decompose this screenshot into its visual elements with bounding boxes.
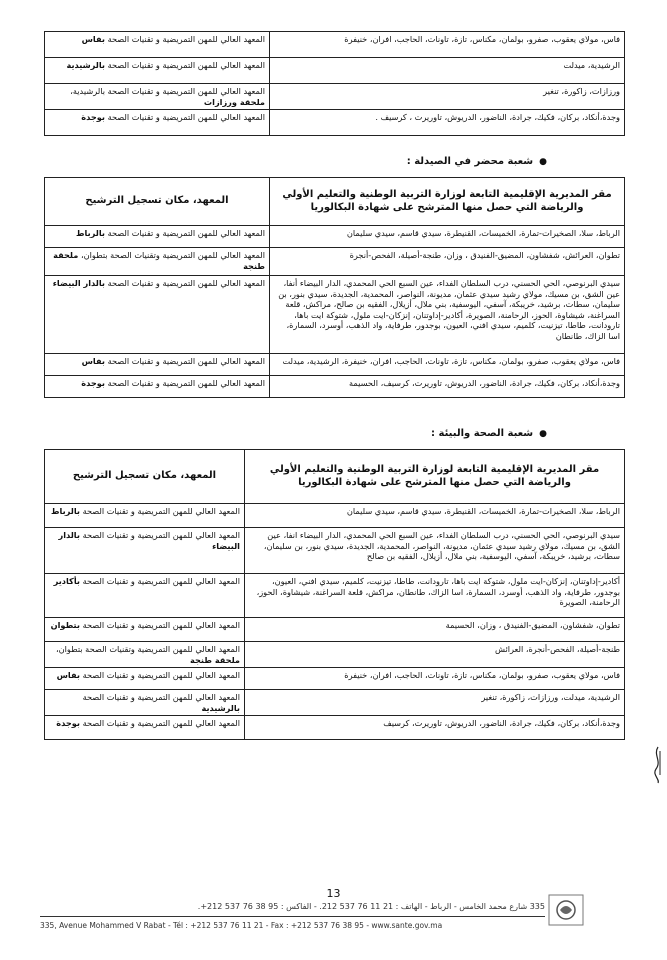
table-header-row (45, 450, 625, 504)
region-cell: فاس، مولاي يعقوب، صفرو، بولمان، مكناس، تازة، تاونات، الحاجب، افران، خنيفرة، الرشيدية، ميدلت (270, 354, 625, 376)
table-row (45, 690, 625, 716)
institute-cell: المعهد العالي للمهن التمريضية و تقنيات الصحة بوجدة (45, 376, 270, 398)
institute-cell: المعهد العالي للمهن التمريضية وتقنيات الصحة بتطوان، ملحقة طنجة (45, 642, 245, 668)
footer-arabic: 335 شارع محمد الخامس - الرباط - الهاتف : 21 11 76 537 212. - الفاكس : 95 38 76 537 212+. (197, 902, 545, 911)
header-institute: المعهد، مكان تسجيل الترشيح (45, 450, 245, 504)
institute-cell: المعهد العالي للمهن التمريضية و تقنيات الصحة بالرباط (45, 504, 245, 528)
table-row (45, 668, 625, 690)
institute-cell: المعهد العالي للمهن التمريضية و تقنيات الصحة بتطوان (45, 618, 245, 642)
footer-divider (40, 916, 545, 917)
table-row (45, 618, 625, 642)
institute-cell: المعهد العالي للمهن التمريضية و تقنيات الصحة بأكادير (45, 574, 245, 618)
table-row (45, 248, 625, 276)
table-row (45, 32, 625, 58)
region-cell: ورزازات، زاكورة، تنغير (270, 84, 625, 110)
region-cell: الرشيدية، ميدلت، ورزازات، زاكورة، تنغير (245, 690, 625, 716)
table-row (45, 58, 625, 84)
institute-cell: المعهد العالي للمهن التمريضية و تقنيات الصحة بالدار البيضاء (45, 276, 270, 354)
footer-french: 335, Avenue Mohammed V Rabat - Tél : +212 537 76 11 21 - Fax : +212 537 76 38 95 - www.sante.gov.ma (40, 921, 443, 930)
institute-cell: المعهد العالي للمهن التمريضية و تقنيات الصحة بوجدة (45, 716, 245, 740)
ministry-logo-icon (548, 894, 584, 926)
institute-cell: المعهد العالي للمهن التمريضية و تقنيات الصحة بفاس (45, 668, 245, 690)
region-cell: وجدة،أنكاد، بركان، فكيك، جرادة، الناضور، الدريوش، تاوريرت، كرسيف (245, 716, 625, 740)
institute-cell: المعهد العالي للمهن التمريضية و تقنيات الصحة بالدار البيضاء (45, 528, 245, 574)
region-cell: فاس، مولاي يعقوب، صفرو، بولمان، مكناس، تازة، تاونات، الحاجب، افران، خنيفرة (270, 32, 625, 58)
institute-cell: المعهد العالي للمهن التمريضية و تقنيات الصحة بالرشيدية (45, 690, 245, 716)
region-cell: تطوان، شفشاون، المضيق-الفنيدق ، وزان، الحسيمة (245, 618, 625, 642)
region-cell: وجدة،أنكاد، بركان، فكيك، جرادة، الناضور، الدريوش، تاوريرت، كرسيف، الحسيمة (270, 376, 625, 398)
table-row (45, 642, 625, 668)
table-row (45, 84, 625, 110)
region-cell: الرشيدية، ميدلت (270, 58, 625, 84)
institute-cell: المعهد العالي للمهن التمريضية و تقنيات الصحة بفاس (45, 32, 270, 58)
region-cell: أكادير-إداوتنان، إنزكان-ايت ملول، شتوكة ايت باها، تارودانت، طاطا، تيزنيت، كلميم، سيدي افني، العيون، بوجدور، طرفاية، واد الذهب، أوسرد، السمارة، اسا الزاك، طانطان، مراكش، قلعة السراغنة، شيشاوة، الحوز، الرحامنة، الصويرة (245, 574, 625, 618)
institute-cell: المعهد العالي للمهن التمريضية و تقنيات الصحة بالرشيدية (45, 58, 270, 84)
table-row (45, 276, 625, 354)
region-cell: تطوان، العرائش، شفشاون، المضيق-الفنيدق ، وزان، طنجة-أصيلة، الفحص-أنجرة (270, 248, 625, 276)
institute-cell: المعهد العالي للمهن التمريضية و تقنيات الصحة بالرباط (45, 226, 270, 248)
table-row (45, 574, 625, 618)
table-row (45, 110, 625, 136)
region-cell: طنجة-أصيلة، الفحص-أنجرة، العرائش (245, 642, 625, 668)
table-continuation (44, 31, 625, 136)
bullet-icon: ● (539, 157, 547, 167)
institute-cell: المعهد العالي للمهن التمريضية و تقنيات الصحة بوجدة (45, 110, 270, 136)
table-pharmacy (44, 177, 625, 398)
region-cell: سيدي البرنوصي، الحي الحسني، درب السلطان الفداء، عين السبع الحي المحمدي، الدار البيضاء أنفا، عين الشق، بن مسيك، مولاي رشيد سيدي عثمان، مديونة، النواصر، المحمدية، الجديدة، سيدي بنور، بن سليمان، سطات، برشيد، خريبكة، آسفي، اليوسفية، بني ملال، أزيلال، الفقيه بن صالح، مراكش، قلعة السراغنة، شيشاوة، الحوز، الرحامنة، الصويرة، أكادير-إداوتنان، إنزكان-ايت ملول، شتوكة ايت باها، تارودانت، طاطا، تيزنيت، كلميم، سيدي افني، العيون، بوجدور، طرفاية، واد الذهب، أوسرد، السمارة، اسا الزاك، طانطان (270, 276, 625, 354)
table-header-row (45, 178, 625, 226)
region-cell: الرباط، سلا، الصخيرات-تمارة، الخميسات، القنيطرة، سيدي قاسم، سيدي سليمان (270, 226, 625, 248)
table-row (45, 504, 625, 528)
table-row (45, 354, 625, 376)
section-title-health-environment: ●شعبة الصحة والبيئة : (431, 428, 547, 439)
header-region: مقر المديرية الإقليمية التابعة لوزارة التربية الوطنية والتعليم الأولي والرياضة التي حصل منها المترشح على شهادة البكالوريا (245, 450, 625, 504)
header-region: مقر المديرية الإقليمية التابعة لوزارة التربية الوطنية والتعليم الأولي والرياضة التي حصل منها المترشح على شهادة البكالوريا (270, 178, 625, 226)
region-cell: فاس، مولاي يعقوب، صفرو، بولمان، مكناس، تازة، تاونات، الحاجب، افران، خنيفرة (245, 668, 625, 690)
signature-mark (650, 745, 666, 785)
institute-cell: المعهد العالي للمهن التمريضية و تقنيات الصحة بفاس (45, 354, 270, 376)
region-cell: الرباط، سلا، الصخيرات-تمارة، الخميسات، القنيطرة، سيدي قاسم، سيدي سليمان (245, 504, 625, 528)
table-row (45, 528, 625, 574)
table-row (45, 376, 625, 398)
region-cell: وجدة،أنكاد، بركان، فكيك، جرادة، الناضور، الدريوش، تاوريرت ، كرسيف . (270, 110, 625, 136)
header-institute: المعهد، مكان تسجيل الترشيح (45, 178, 270, 226)
institute-cell: المعهد العالي للمهن التمريضية وتقنيات الصحة بتطوان، ملحقة طنجة (45, 248, 270, 276)
bullet-icon: ● (539, 429, 547, 439)
region-cell: سيدي البرنوصي، الحي الحسني، درب السلطان الفداء، عين السبع الحي المحمدي، الدار البيضاء انفا، عين الشق، بن مسيك، مولاي رشيد سيدي عثمان، مديونة، النواصر، المحمدية، الجديدة، سيدي بنور، بن سليمان، سطات، برشيد، خريبكة، آسفي، اليوسفية، بني ملال، أزيلال، الفقيه بن صالح (245, 528, 625, 574)
section-title-pharmacy: ●شعبة محضر في الصيدلة : (406, 156, 547, 167)
table-row (45, 226, 625, 248)
institute-cell: المعهد العالي للمهن التمريضية و تقنيات الصحة بالرشيدية، ملحقة ورزازات (45, 84, 270, 110)
page-number: 13 (326, 887, 341, 900)
table-health-environment (44, 449, 625, 740)
table-row (45, 716, 625, 740)
